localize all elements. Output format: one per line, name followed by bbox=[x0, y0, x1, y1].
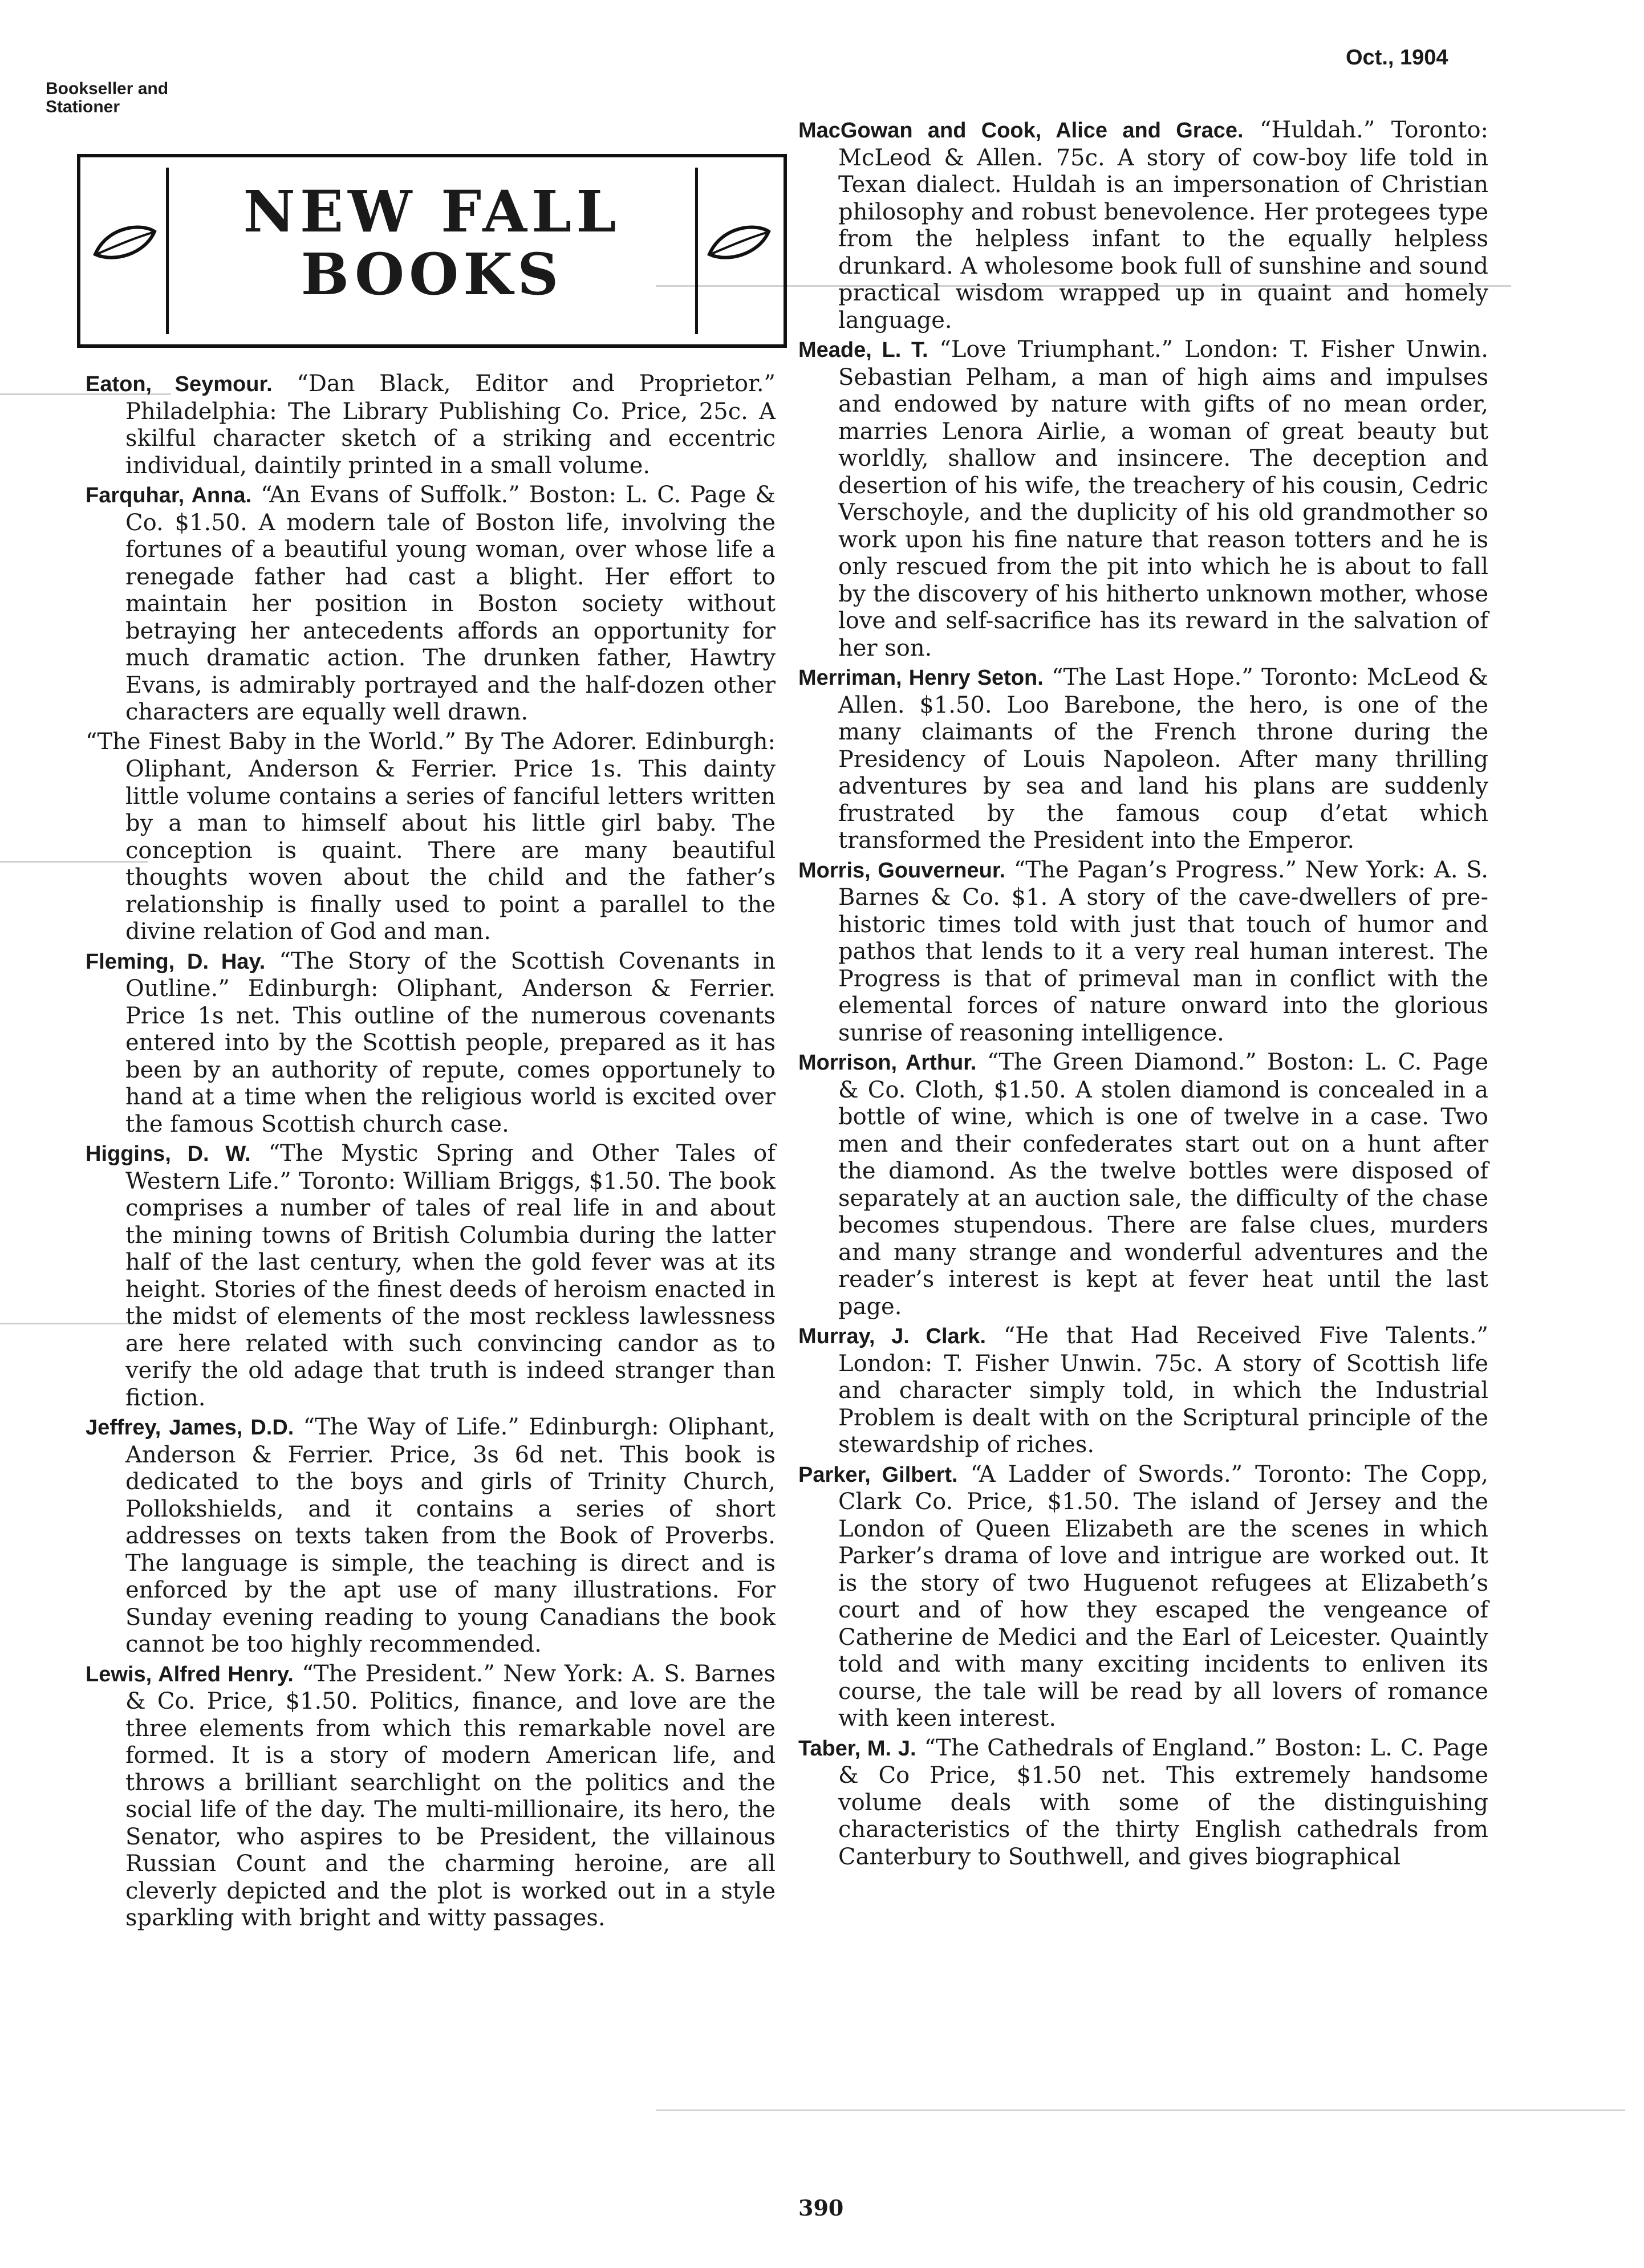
review-text: “Huldah.” Toronto: McLeod & Allen. 75c. A story of cow-boy life told in Texan dialect. Huldah is an impersonation of Christian philosophy and robust benevolence. Her protegees type from the helpless infant to the equally helpless drunkard. A wholesome book full of sunshine and sound practical wisdom wrapped up in quaint and homely language. bbox=[838, 117, 1489, 334]
review-author: Merriman, Henry Seton. bbox=[798, 666, 1044, 690]
review-text: “Love Triumphant.” London: T. Fisher Unwin. Sebastian Pelham, a man of high aims and impulses and endowed by nature with gifts of no mean order, marries Lenora Airlie, a woman of great beauty but worldly, shallow and insincere. The deception and desertion of his wife, the treachery of his cousin, Cedric Verschoyle, and the duplicity of his old grandmother so work upon his fine nature that reason totters and he is only rescued from the pit into which he is about to fall by the discovery of his hitherto unknown mother, whose love and self-sacrifice has its reward in the salvation of her son. bbox=[838, 336, 1488, 661]
book-review-entry bbox=[86, 948, 776, 1139]
issue-date: Oct., 1904 bbox=[1346, 46, 1448, 70]
review-author: Farquhar, Anna. bbox=[86, 483, 252, 507]
review-author: Morrison, Arthur. bbox=[798, 1051, 977, 1075]
review-author: Jeffrey, James, D.D. bbox=[86, 1416, 294, 1440]
review-text: “The Pagan’s Progress.” New York: A. S. Barnes & Co. $1. A story of the cave-dwellers of pre-historic times told with just that touch of humor and pathos that lends to it a very real human interest. The Progress is that of primeval man in conflict with the elemental forces of nature onward into the glorious sunrise of reasoning intelligence. bbox=[838, 856, 1488, 1046]
review-author: Parker, Gilbert. bbox=[798, 1462, 958, 1487]
book-review-entry bbox=[798, 1049, 1488, 1320]
book-review-entry bbox=[86, 729, 776, 946]
right-column bbox=[798, 117, 1488, 1873]
review-author: MacGowan and Cook, Alice and Grace. bbox=[798, 119, 1244, 143]
book-review-entry bbox=[798, 857, 1488, 1047]
review-text: “A Ladder of Swords.” Toronto: The Copp, Clark Co. Price, $1.50. The island of Jersey and the London of Queen Elizabeth are the scenes in which Parker’s drama of love and intrigue are worked out. It is the story of two Huguenot refugees at Elizabeth’s court and of how they escaped the vengeance of Catherine de Medici and the Earl of Leicester. Quaintly told and with many exciting incidents to enliven its course, the tale will be read by all lovers of romance with keen interest. bbox=[838, 1461, 1488, 1732]
review-author: Morris, Gouverneur. bbox=[798, 858, 1006, 883]
scan-artifact bbox=[656, 2110, 1625, 2111]
review-text: “The Cathedrals of England.” Boston: L. C. Page & Co Price, $1.50 net. This extremely handsome volume deals with some of the distinguishing characteristics of the thirty English cathedrals from Canterbury to Southwell, and gives biographical bbox=[838, 1734, 1489, 1870]
book-review-entry bbox=[86, 1140, 776, 1412]
book-review-entry bbox=[86, 371, 776, 479]
banner-title bbox=[80, 180, 784, 306]
publication-name bbox=[46, 80, 168, 116]
review-author: Eaton, Seymour. bbox=[86, 372, 273, 396]
review-text: “The President.” New York: A. S. Barnes & Co. Price, $1.50. Politics, finance, and love are the three elements from which this remarkable novel are formed. It is a story of modern American life, and throws a brilliant searchlight on the politics and the social life of the day. The multi-millionaire, its hero, the Senator, who aspires to be President, the villainous Russian Count and the charming heroine, are all cleverly depicted and the plot is worked out in a style sparkling with bright and witty passages. bbox=[125, 1660, 776, 1931]
review-text: “The Finest Baby in the World.” By The Adorer. Edinburgh: Oliphant, Anderson & Ferrier. Price 1s. This dainty little volume contains a series of fanciful letters written by a man to himself about his little girl baby. The conception is quaint. There are many beautiful thoughts woven about the child and the father’s relationship is finally used to point a parallel to the divine relation of God and man. bbox=[86, 728, 776, 945]
left-column bbox=[86, 371, 776, 1934]
book-review-entry bbox=[798, 1735, 1488, 1871]
book-review-entry bbox=[86, 482, 776, 726]
review-text: “The Mystic Spring and Other Tales of Western Life.” Toronto: William Briggs, $1.50. The book comprises a number of tales of real life in and about the mining towns of British Columbia during the latter half of the last century, when the gold fever was at its height. Stories of the finest deeds of heroism enacted in the midst of elements of the most reckless lawlessness are here related with such convincing candor as to verify the old adage that truth is indeed stranger than fiction. bbox=[125, 1140, 776, 1411]
review-text: “The Way of Life.” Edinburgh: Oliphant, Anderson & Ferrier. Price, 3s 6d net. This book is dedicated to the boys and girls of Trinity Church, Pollokshields, and it contains a series of short addresses on texts taken from the Book of Proverbs. The language is simple, the teaching is direct and is enforced by the apt use of many illustrations. For Sunday evening reading to young Canadians the book cannot be too highly recommended. bbox=[125, 1414, 776, 1657]
review-author: Taber, M. J. bbox=[798, 1736, 916, 1761]
book-review-entry bbox=[798, 1461, 1488, 1733]
review-author: Fleming, D. Hay. bbox=[86, 949, 266, 974]
publication-name-line2: Stationer bbox=[46, 97, 120, 116]
book-review-entry bbox=[798, 1323, 1488, 1459]
page-number: 390 bbox=[798, 2195, 844, 2221]
review-text: “The Story of the Scottish Covenants in Outline.” Edinburgh: Oliphant, Anderson & Ferrier. Price 1s net. This outline of the numerous covenants entered into by the Scottish people, prepared as it has been by an authority of repute, comes opportunely to hand at a time when the religious world is excited over the famous Scottish church case. bbox=[125, 948, 776, 1137]
review-text: “The Last Hope.” Toronto: McLeod & Allen. $1.50. Loo Barebone, the hero, is one of the many claimants of the French throne during the Presidency of Louis Napoleon. After many thrilling adventures by sea and land his plans are suddenly frustrated by the famous coup d’etat which transformed the President into the Emperor. bbox=[838, 664, 1488, 853]
review-text: “The Green Diamond.” Boston: L. C. Page & Co. Cloth, $1.50. A stolen diamond is concealed in a bottle of wine, which is one of twelve in a case. Two men and their confederates start out on a hunt after the diamond. As the twelve bottles were disposed of separately at an auction sale, the difficulty of the chase becomes stupendous. There are false clues, murders and many strange and wonderful adventures and the reader’s interest is kept at fever heat until the last page. bbox=[838, 1049, 1488, 1320]
review-author: Meade, L. T. bbox=[798, 338, 928, 362]
publication-name-line1: Bookseller and bbox=[46, 79, 169, 98]
review-text: “An Evans of Suffolk.” Boston: L. C. Page & Co. $1.50. A modern tale of Boston life, involving the fortunes of a beautiful young woman, over whose life a renegade father had cast a blight. Her effort to maintain her position in Boston society without betraying her antecedents affords an opportunity for much dramatic action. The drunken father, Hawtry Evans, is admirably portrayed and the half-dozen other characters are equally well drawn. bbox=[125, 482, 776, 725]
book-review-entry bbox=[798, 117, 1488, 334]
section-banner bbox=[77, 154, 787, 348]
review-text: “He that Had Received Five Talents.” London: T. Fisher Unwin. 75c. A story of Scottish life and character simply told, in which the Industrial Problem is dealt with on the Scriptural principle of the stewardship of riches. bbox=[838, 1323, 1488, 1458]
leaf-ornament-icon bbox=[705, 220, 773, 266]
book-review-entry bbox=[86, 1414, 776, 1659]
book-review-entry bbox=[86, 1661, 776, 1932]
review-author: Murray, J. Clark. bbox=[798, 1324, 987, 1348]
book-review-entry bbox=[798, 336, 1488, 662]
banner-line2: BOOKS bbox=[301, 241, 563, 308]
review-text: “Dan Black, Editor and Proprietor.” Philadelphia: The Library Publishing Co. Price, 25c. A skilful character sketch of a striking and eccentric individual, daintily printed in a small volume. bbox=[125, 371, 776, 479]
banner-line1: NEW FALL bbox=[243, 178, 621, 245]
review-author: Higgins, D. W. bbox=[86, 1142, 251, 1166]
review-author: Lewis, Alfred Henry. bbox=[86, 1662, 294, 1686]
book-review-entry bbox=[798, 664, 1488, 855]
